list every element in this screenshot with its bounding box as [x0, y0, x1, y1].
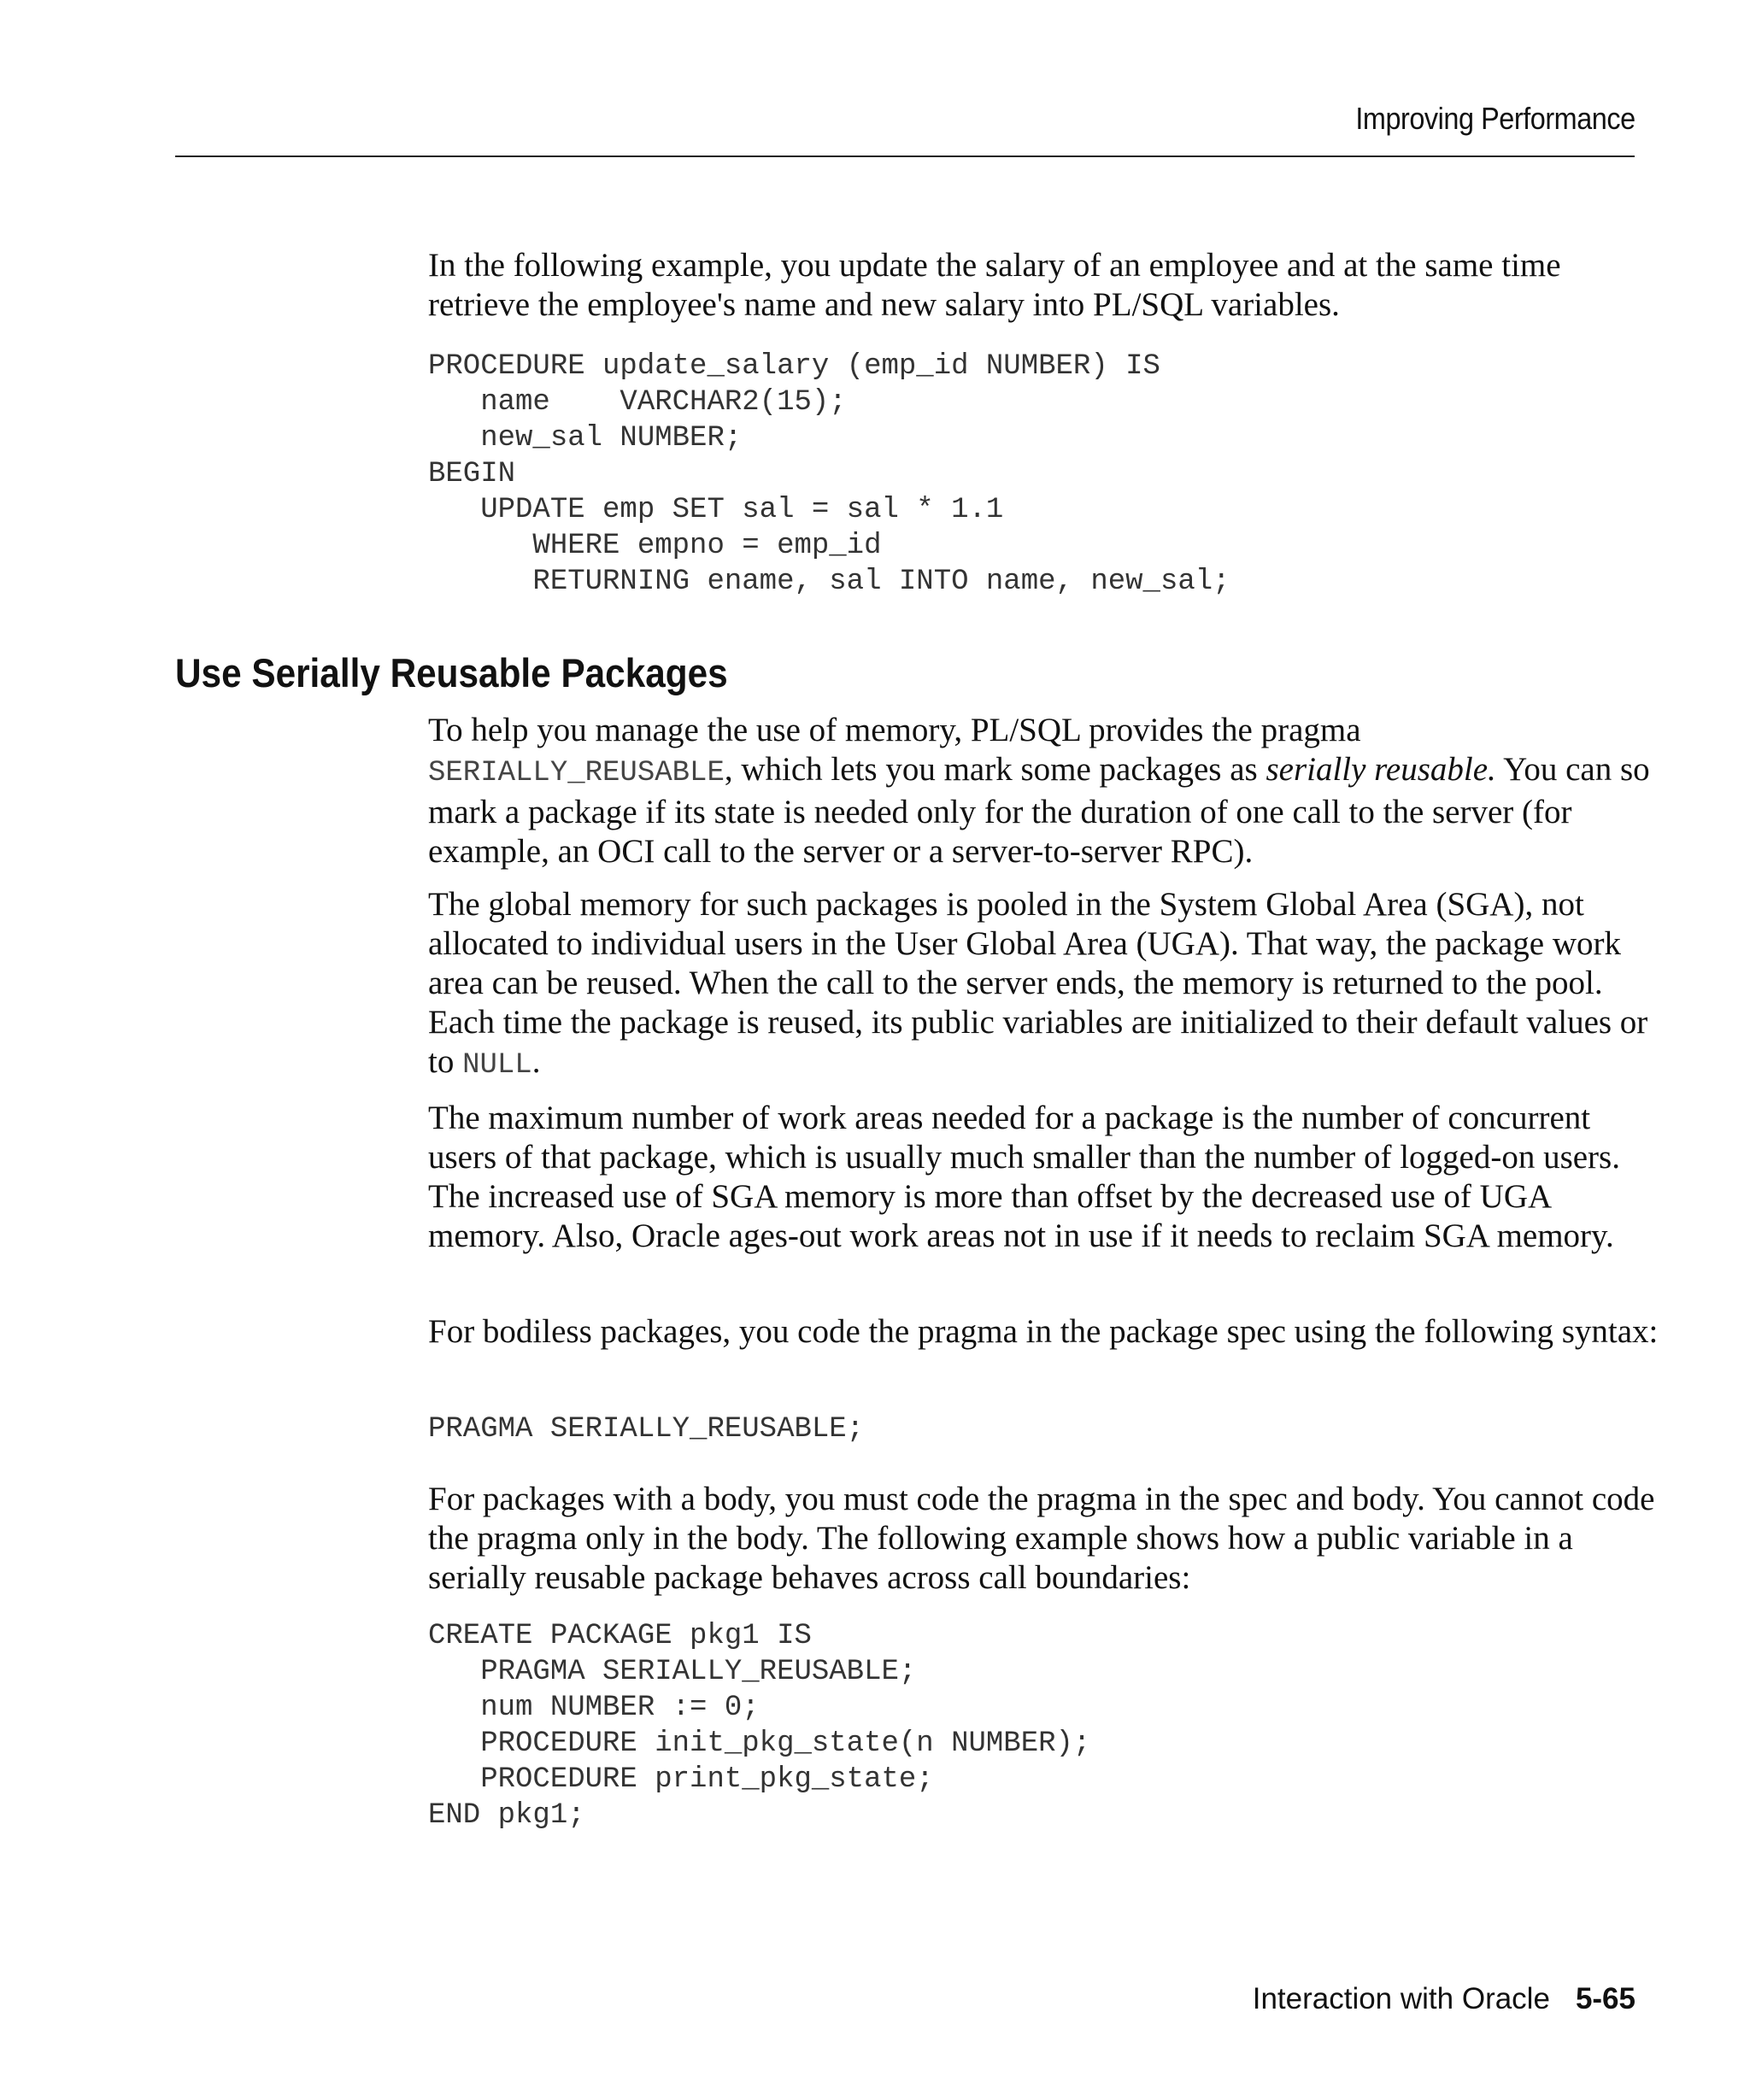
- p1-text-b: , which lets you mark some packages as: [724, 751, 1266, 788]
- running-header-title: Improving Performance: [1355, 101, 1635, 136]
- p1-text-c: You can so mark a package if its state is needed only for the duration of one call to the server (for example, an OCI call to the server or a server-to-server RPC).: [428, 751, 1650, 870]
- paragraph-packages-with-body: For packages with a body, you must code the pragma in the spec and body. You cannot code the pragma only in the body. The following example shows how a public variable in a serially reusable package behaves across call boundaries:: [428, 1481, 1655, 1596]
- p1-inline-code: SERIALLY_REUSABLE: [428, 757, 725, 789]
- footer-page-number: 5-65: [1575, 1982, 1635, 2015]
- p2-text-b: .: [531, 1043, 541, 1080]
- p2-inline-code: NULL: [462, 1049, 532, 1082]
- code-example-pkg1: CREATE PACKAGE pkg1 IS PRAGMA SERIALLY_REUSABLE; num NUMBER := 0; PROCEDURE init_pkg_state(n NUMBER); PROCEDURE print_pkg_state; END pkg1;: [428, 1620, 1091, 1832]
- paragraph-pragma-intro: [428, 711, 1659, 871]
- page-footer: [1253, 1982, 1635, 2016]
- paragraph-bodiless-packages: For bodiless packages, you code the pragma in the package spec using the following syntax:: [428, 1313, 1659, 1350]
- p1-text-a: To help you manage the use of memory, PL/SQL provides the pragma: [428, 712, 1361, 748]
- footer-chapter-title: Interaction with Oracle: [1252, 1982, 1550, 2015]
- paragraph-global-memory: [428, 885, 1659, 1085]
- intro-paragraph: In the following example, you update the salary of an employee and at the same time retrieve the employee's name and new salary into PL/SQL variables.: [428, 247, 1561, 323]
- header-rule: [175, 155, 1635, 157]
- p2-text-a: The global memory for such packages is pooled in the System Global Area (SGA), not allocated to individual users in the User Global Area (UGA). That way, the package work area can be reused. When the call to the server ends, the memory is returned to the pool. Each time the package is reused, its public variables are initialized to their default values or to: [428, 886, 1648, 1080]
- p1-emphasis: serially reusable.: [1266, 751, 1496, 788]
- paragraph-work-areas: The maximum number of work areas needed for a package is the number of concurrent users of that package, which is usually much smaller than the number of logged-on users. The increased use of SGA memory is more than offset by the decreased use of UGA memory. Also, Oracle ages-out work areas not in use if it needs to reclaim SGA memory.: [428, 1100, 1620, 1254]
- code-example-update-salary: PROCEDURE update_salary (emp_id NUMBER) IS name VARCHAR2(15); new_sal NUMBER; BEGIN UPDATE emp SET sal = sal * 1.1 WHERE empno = emp_id RETURNING ename, sal INTO name, new_sal;: [428, 350, 1230, 598]
- code-pragma-syntax: PRAGMA SERIALLY_REUSABLE;: [428, 1413, 865, 1446]
- section-heading: Use Serially Reusable Packages: [175, 650, 728, 695]
